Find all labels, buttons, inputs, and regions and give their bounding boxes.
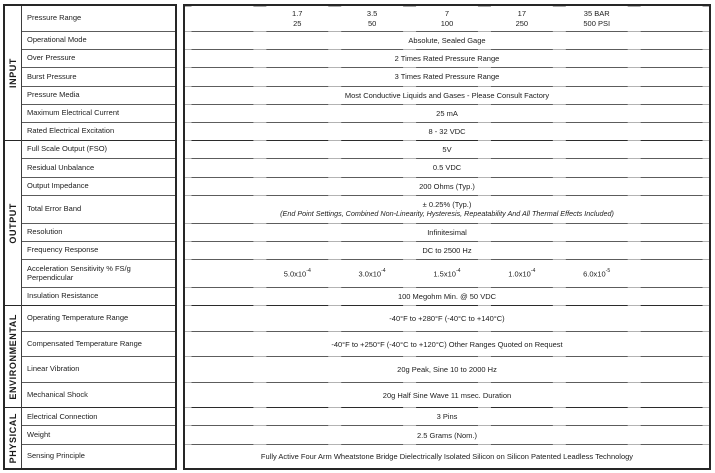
row-value-text: 100 Megohm Min. @ 50 VDC bbox=[397, 292, 497, 302]
spec-row-label-residual-unbalance bbox=[22, 158, 175, 176]
spec-row-value-acceleration-sensitivity-fs-g-perpendicular bbox=[185, 259, 709, 287]
row-label-text: Resolution bbox=[27, 226, 63, 236]
spec-row-value-total-error-band bbox=[185, 195, 709, 223]
spec-row-label-linear-vibration bbox=[22, 356, 175, 382]
row-value-text: 2 Times Rated Pressure Range bbox=[394, 54, 500, 64]
spec-row-label-frequency-response bbox=[22, 241, 175, 259]
row-label-text: Burst Pressure bbox=[27, 71, 77, 81]
row-value-text: 200 Ohms (Typ.) bbox=[419, 181, 475, 191]
grid-spacer bbox=[634, 19, 709, 29]
grid-value: 7 bbox=[444, 9, 450, 18]
row-value-text: -40°F to +250°F (-40°C to +120°C) Other Ranges Quoted on Request bbox=[331, 339, 563, 349]
row-label-text: Operating Temperature Range bbox=[27, 313, 129, 323]
spec-row-value-sensing-principle bbox=[185, 444, 709, 468]
row-label-text: Pressure Range bbox=[27, 13, 82, 23]
spec-row-value-frequency-response bbox=[185, 241, 709, 259]
section-header-input bbox=[5, 6, 21, 140]
grid-spacer bbox=[634, 9, 709, 19]
row-label-text: Total Error Band bbox=[27, 203, 82, 213]
grid-value: $3.0x10^{-4}$ bbox=[358, 268, 386, 279]
grid-spacer bbox=[185, 268, 260, 279]
spec-row-value-compensated-temperature-range bbox=[185, 331, 709, 357]
grid-value: 3.5 bbox=[366, 9, 378, 18]
row-label-text: Acceleration Sensitivity % FS/g Perpendicular bbox=[27, 263, 131, 282]
section-header-label: ENVIRONMENTAL bbox=[8, 314, 18, 400]
row-label-text: Sensing Principle bbox=[27, 451, 85, 461]
spec-row-label-pressure-range bbox=[22, 6, 175, 31]
grid-spacer bbox=[185, 19, 260, 29]
grid-value: 35 BAR bbox=[583, 9, 610, 18]
spec-row-label-electrical-connection bbox=[22, 407, 175, 425]
row-label-text: Frequency Response bbox=[27, 245, 99, 255]
spec-row-label-compensated-temperature-range bbox=[22, 331, 175, 357]
grid-value: 25 bbox=[293, 18, 302, 28]
spec-row-value-residual-unbalance bbox=[185, 158, 709, 176]
row-label-text: Rated Electrical Excitation bbox=[27, 126, 115, 136]
spec-row-label-mechanical-shock bbox=[22, 382, 175, 408]
row-value-text: 0.5 VDC bbox=[432, 163, 462, 173]
spec-table-values bbox=[183, 4, 711, 470]
section-header-label: OUTPUT bbox=[8, 202, 18, 244]
grid-value: $1.5x10^{-4}$ bbox=[433, 268, 461, 279]
grid-value: 50 bbox=[367, 18, 377, 28]
spec-row-label-burst-pressure bbox=[22, 67, 175, 85]
spec-row-label-full-scale-output-fso bbox=[22, 140, 175, 158]
row-value-text: Infinitesimal bbox=[427, 227, 467, 237]
section-header-environmental bbox=[5, 305, 21, 407]
spec-row-value-mechanical-shock bbox=[185, 382, 709, 408]
row-label-text: Electrical Connection bbox=[27, 411, 98, 421]
spec-row-value-pressure-media bbox=[185, 86, 709, 104]
grid-value: 100 bbox=[440, 18, 454, 28]
spec-row-value-electrical-connection bbox=[185, 407, 709, 425]
spec-row-label-operational-mode bbox=[22, 31, 175, 49]
row-value-text: 5V bbox=[442, 145, 452, 155]
section-header-output bbox=[5, 140, 21, 305]
grid-spacer bbox=[634, 268, 709, 279]
row-label-text: Linear Vibration bbox=[27, 364, 80, 374]
spec-row-label-sensing-principle bbox=[22, 444, 175, 468]
spec-row-label-total-error-band bbox=[22, 195, 175, 223]
row-value-grid-line bbox=[185, 9, 709, 19]
row-value-text: Most Conductive Liquids and Gases - Please Consult Factory bbox=[344, 90, 550, 100]
row-label-text: Residual Unbalance bbox=[27, 162, 95, 172]
row-value-text: ± 0.25% (Typ.) bbox=[422, 200, 472, 210]
grid-value: 1.7 bbox=[292, 9, 303, 18]
section-header-label: PHYSICAL bbox=[8, 413, 18, 464]
row-label-text: Weight bbox=[27, 429, 51, 439]
row-label-text: Compensated Temperature Range bbox=[27, 338, 142, 348]
row-label-text: Mechanical Shock bbox=[27, 389, 88, 399]
row-label-text: Maximum Electrical Current bbox=[27, 108, 120, 118]
grid-value: 250 bbox=[515, 18, 529, 28]
grid-value: 17 bbox=[517, 9, 527, 18]
row-value-text: 20g Half Sine Wave 11 msec. Duration bbox=[382, 390, 512, 400]
spec-table-left bbox=[3, 4, 177, 470]
grid-value: $6.0x10^{-5}$ bbox=[583, 268, 611, 279]
spec-row-label-insulation-resistance bbox=[22, 287, 175, 305]
grid-value: $5.0x10^{-4}$ bbox=[283, 268, 311, 279]
spec-row-value-maximum-electrical-current bbox=[185, 104, 709, 122]
row-value-text: 20g Peak, Sine 10 to 2000 Hz bbox=[397, 365, 497, 374]
grid-value: 500 PSI bbox=[583, 18, 611, 28]
row-value-text: 2.5 Grams (Nom.) bbox=[416, 430, 477, 440]
spec-row-value-pressure-range bbox=[185, 6, 709, 31]
spec-row-value-linear-vibration bbox=[185, 356, 709, 382]
spec-row-value-operating-temperature-range bbox=[185, 305, 709, 331]
spec-row-label-operating-temperature-range bbox=[22, 305, 175, 331]
spec-row-value-over-pressure bbox=[185, 49, 709, 67]
row-value-text: Absolute, Sealed Gage bbox=[408, 36, 486, 46]
spec-row-value-full-scale-output-fso bbox=[185, 140, 709, 158]
spec-row-value-burst-pressure bbox=[185, 67, 709, 85]
section-header-physical bbox=[5, 407, 21, 468]
row-value-text: 3 Pins bbox=[436, 412, 458, 422]
spec-row-label-resolution bbox=[22, 223, 175, 241]
spec-row-label-output-impedance bbox=[22, 177, 175, 195]
spec-row-label-rated-electrical-excitation bbox=[22, 122, 175, 140]
grid-value: $1.0x10^{-4}$ bbox=[508, 268, 536, 279]
row-label-text: Pressure Media bbox=[27, 89, 80, 99]
spec-row-label-maximum-electrical-current bbox=[22, 104, 175, 122]
row-label-text: Operational Mode bbox=[27, 35, 87, 45]
row-label-text: Full Scale Output (FSO) bbox=[27, 144, 108, 154]
row-value-note: (End Point Settings, Combined Non-Linearity, Hysteresis, Repeatability And All Thermal Effects Included) bbox=[280, 209, 614, 219]
row-value-grid-line bbox=[185, 268, 709, 279]
spec-row-label-pressure-media bbox=[22, 86, 175, 104]
spec-row-label-weight bbox=[22, 425, 175, 443]
spec-row-value-insulation-resistance bbox=[185, 287, 709, 305]
row-value-text: 25 mA bbox=[436, 108, 458, 118]
row-label-text: Output Impedance bbox=[27, 180, 89, 190]
row-label-text: Over Pressure bbox=[27, 53, 76, 63]
row-value-grid-line bbox=[185, 19, 709, 29]
spec-row-value-operational-mode bbox=[185, 31, 709, 49]
spec-row-value-weight bbox=[185, 425, 709, 443]
row-value-text: -40°F to +280°F (-40°C to +140°C) bbox=[389, 314, 505, 323]
spec-label-rows bbox=[22, 6, 175, 468]
row-value-text: DC to 2500 Hz bbox=[422, 245, 472, 255]
grid-spacer bbox=[185, 9, 260, 19]
row-value-text: 8 - 32 VDC bbox=[428, 127, 466, 137]
section-strip bbox=[5, 6, 22, 468]
row-value-text: Fully Active Four Arm Wheatstone Bridge Dielectrically Isolated Silicon on Silicon Patented Leadless Technology bbox=[260, 451, 634, 461]
section-header-label: INPUT bbox=[8, 58, 18, 89]
row-value-text: 3 Times Rated Pressure Range bbox=[394, 72, 500, 82]
spec-row-value-output-impedance bbox=[185, 177, 709, 195]
spec-row-label-over-pressure bbox=[22, 49, 175, 67]
row-label-text: Insulation Resistance bbox=[27, 291, 99, 301]
spec-row-label-acceleration-sensitivity-fs-g-perpendicular bbox=[22, 259, 175, 287]
spec-row-value-rated-electrical-excitation bbox=[185, 122, 709, 140]
spec-row-value-resolution bbox=[185, 223, 709, 241]
